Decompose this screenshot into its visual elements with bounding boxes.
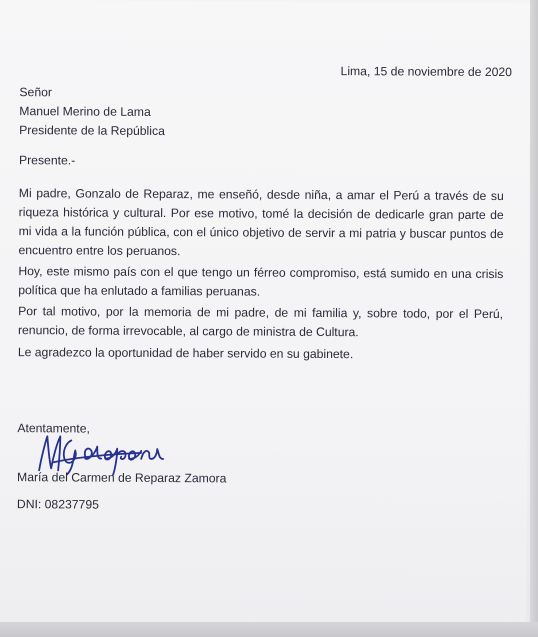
body-paragraph: Hoy, este mismo país con el que tengo un férreo compromiso, está sumido en una crisis política que ha enlutado a familias peruanas. xyxy=(18,264,504,299)
letter-closing: Atentamente, xyxy=(17,421,90,436)
letter-date: Lima, 15 de noviembre de 2020 xyxy=(340,64,513,80)
letter-greeting: Presente.- xyxy=(18,153,76,168)
body-paragraph: Mi padre, Gonzalo de Reparaz, me enseñó, desde niña, a amar el Perú a través de su riqueza histórica y cultural. Por ese motivo, tomé la decisión de dedicarle gran parte de mi vida a la función pública, con el único objetivo de servir a mi patria y buscar puntos de encuentro entre los peruanos. xyxy=(18,186,504,259)
recipient-position: Presidente de la República xyxy=(19,123,165,139)
signatory-dni: DNI: 08237795 xyxy=(16,497,99,512)
signatory-name: María del Carmen de Reparaz Zamora xyxy=(17,470,227,486)
body-paragraph: Por tal motivo, por la memoria de mi padre, de mi familia y, sobre todo, por el Perú, renuncio, de forma irrevocable, al cargo de ministra de Cultura. xyxy=(17,304,504,340)
photo-edge-bottom xyxy=(0,622,538,637)
photo-edge-right xyxy=(530,0,538,637)
recipient-title: Señor xyxy=(19,85,53,100)
body-paragraph: Le agradezco la oportunidad de haber servido en su gabinete. xyxy=(17,345,354,362)
recipient-name: Manuel Merino de Lama xyxy=(19,104,151,119)
